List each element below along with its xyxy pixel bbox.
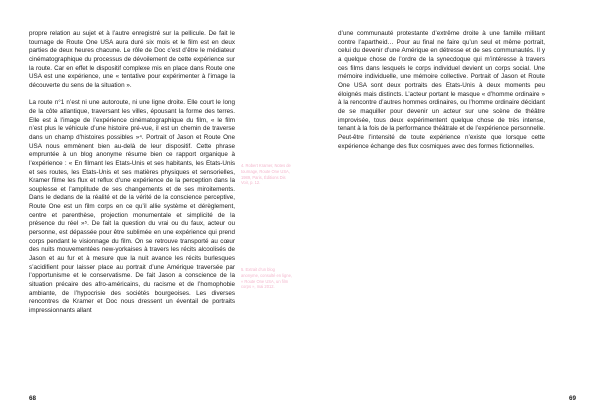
right-page: [300, 0, 600, 419]
left-paragraph-1: propre relation au sujet et à l’autre enregistré sur la pellicule. De fait le tournage de Route One USA aura duré six mois et le film est en deux parties de deux heures chacune. Le rôle de Doc c’est d’être le médiateur cinématographique du processus de dévoilement de cette expérience sur la route. Car en effet le dispositif complexe mis en place dans Route one USA est une expérience, une « tentative pour expérimenter à l’image la découverte du sens de la situation ».: [29, 30, 235, 89]
margin-note-2: 5. Extrait d’un blog anonyme, consulté en ligne, « Route One USA, un film corps », mai 2012.: [241, 267, 292, 290]
right-text-column: [338, 30, 545, 151]
right-paragraph-1: d’une communauté protestante d’extrême droite à une famille militant contre l’apartheid… Pour au final ne faire qu’un seul et même portrait, celui du devenir d’une Amérique en détresse et de ses communautés. Il y a quelque chose de l’ordre de la synecdoque qui m’intéresse à travers ces films dans lesquels le corps individuel devient un corps social. Une mémoire individuelle, une mémoire collective. Portrait of Jason et Route One USA sont deux portraits des Etats-Unis à deux moments peu éloignés mais distincts. L’acteur portant le masque « d’homme ordinaire » à la rencontre d’autres hommes ordinaires, ou l’homme ordinaire décidant de se maquiller pour devenir un acteur sur une scène de théâtre improvisée, tous deux expérimentent quelque chose de très intense, tenant à la fois de la performance théâtrale et de l’expérience personnelle. Peut-être l’intensité de toute expérience n’existe que lorsque cette expérience échange des flux cosmiques avec des formes fictionnelles.: [338, 30, 545, 150]
page-number-left: 68: [29, 395, 37, 402]
left-paragraph-2: La route n°1 n’est ni une autoroute, ni une ligne droite. Elle court le long de la côte atlantique, traversant les villes, épousant la forme des terres. Elle est à l’image de l’expérience cinématographique du film, « le film n’est plus le véhicule d’une histoire pré-vue, il est un chemin de traverse dans un champ d’histoires possibles »⁴. Portrait of Jason et Route One USA nous emmènent bien au-delà de leur dispositif. Cette phrase empruntée à un blog anonyme résume bien ce rapport organique à l’expérience : « En filmant les Etats-Unis et ses habitants, les Etats-Unis et ses routes, les Etats-Unis et ses matières physiques et sensorielles, Kramer filme les flux et reflux d’une expérience de la perception dans la souplesse et l’amplitude de ses changements et de ses miroitements. Dans le dedans de la réalité et de la vérité de la conscience perceptive, Route One est un film corps en ce qu’il allie système et dérèglement, centre et parenthèse, projection monumentale et simplicité de la présence du réel »⁵. De fait la question du vrai ou du faux, acteur ou personne, est dépassée pour être sublimée en une expérience qui prend corps pendant le visionnage du film. On se retrouve transporté au cœur des nuits mouvementées new-yorkaises à travers les récits alcoolisés de Jason et au fur et à mesure que la nuit avance les récits burlesques s’acidifient pour laisser place au portrait d’une Amérique traversée par l’opportunisme et le conservatisme. De fait Jason a conscience de la situation précaire des afro-américains, du racisme et de l’homophobie ambiante, de l’hypocrisie des sociétés bourgeoises. Les diverses rencontres de Kramer et Doc nous dressent un éventail de portraits impressionnants allant: [29, 99, 235, 314]
page-number-right: 69: [569, 395, 577, 402]
left-text-column: [29, 30, 235, 316]
margin-note-1: 4. Robert Kramer, Notes de tournage, Route One USA, 1989, Paris, Éditions Dis Voir, p. 12.: [241, 163, 291, 186]
